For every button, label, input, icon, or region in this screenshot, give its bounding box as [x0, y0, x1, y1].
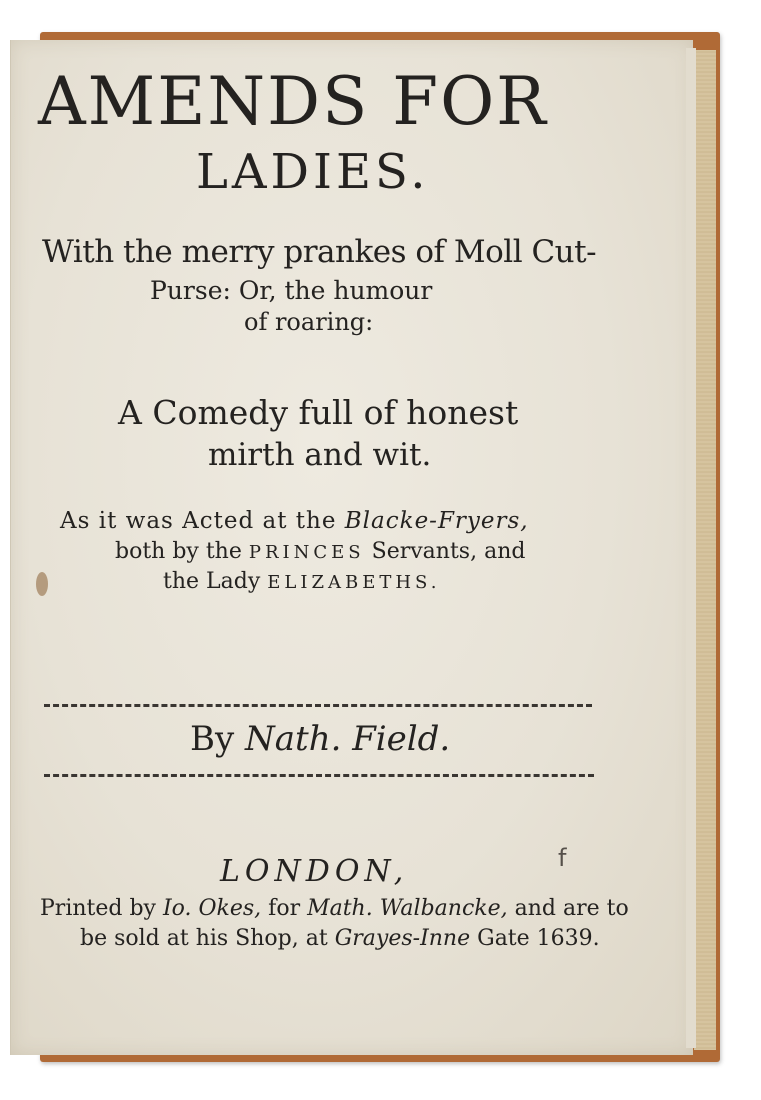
subtitle-line-3: of roaring:	[244, 308, 374, 336]
genre-line-2: mirth and wit.	[208, 437, 432, 473]
performance-line-3	[163, 567, 440, 598]
author-name: Nath. Field.	[245, 719, 451, 759]
imprint-line-1	[40, 894, 629, 924]
author-prefix: By	[190, 719, 246, 759]
imprint-publisher: Math. Walbancke,	[307, 896, 508, 921]
performance-line-2-suffix: Servants, and	[364, 539, 526, 564]
title-line-2: LADIES.	[196, 144, 430, 200]
imprint-line-1-end: and are to	[507, 896, 629, 921]
performance-line-1	[60, 506, 529, 536]
performance-place: Blacke-Fryers,	[344, 508, 529, 534]
performance-line-1-prefix: As it was Acted at the	[60, 508, 345, 534]
imprint-printed-by: Printed by	[40, 896, 163, 921]
imprint-printer: Io. Okes,	[162, 896, 262, 921]
performance-line-2	[115, 537, 525, 568]
foxing-stain	[36, 572, 48, 596]
author-line	[190, 716, 450, 762]
imprint-line-2	[80, 924, 600, 954]
page-edges	[686, 48, 696, 1048]
performance-line-3-prefix: the Lady	[163, 569, 268, 594]
subtitle-line-1: With the merry prankes of Moll Cut-	[42, 234, 597, 270]
performance-company-elizabeth: ELIZABETHS.	[267, 572, 441, 593]
title-line-1: AMENDS FOR	[38, 63, 548, 140]
imprint-sold-at: be sold at his Shop, at	[80, 926, 335, 951]
binding-cloth-strip	[694, 50, 716, 1050]
divider-rule-top	[44, 704, 592, 707]
divider-rule-bottom	[44, 774, 594, 777]
pencil-annotation: f	[558, 844, 567, 872]
imprint-location: Grayes-Inne	[334, 926, 471, 951]
imprint-city: LONDON,	[220, 854, 409, 889]
imprint-date: Gate 1639.	[470, 926, 600, 951]
genre-line-1: A Comedy full of honest	[118, 393, 519, 432]
performance-company-princes: PRINCES	[248, 542, 365, 563]
subtitle-line-2: Purse: Or, the humour	[150, 276, 433, 305]
performance-line-2-prefix: both by the	[115, 539, 249, 564]
imprint-for: for	[261, 896, 308, 921]
